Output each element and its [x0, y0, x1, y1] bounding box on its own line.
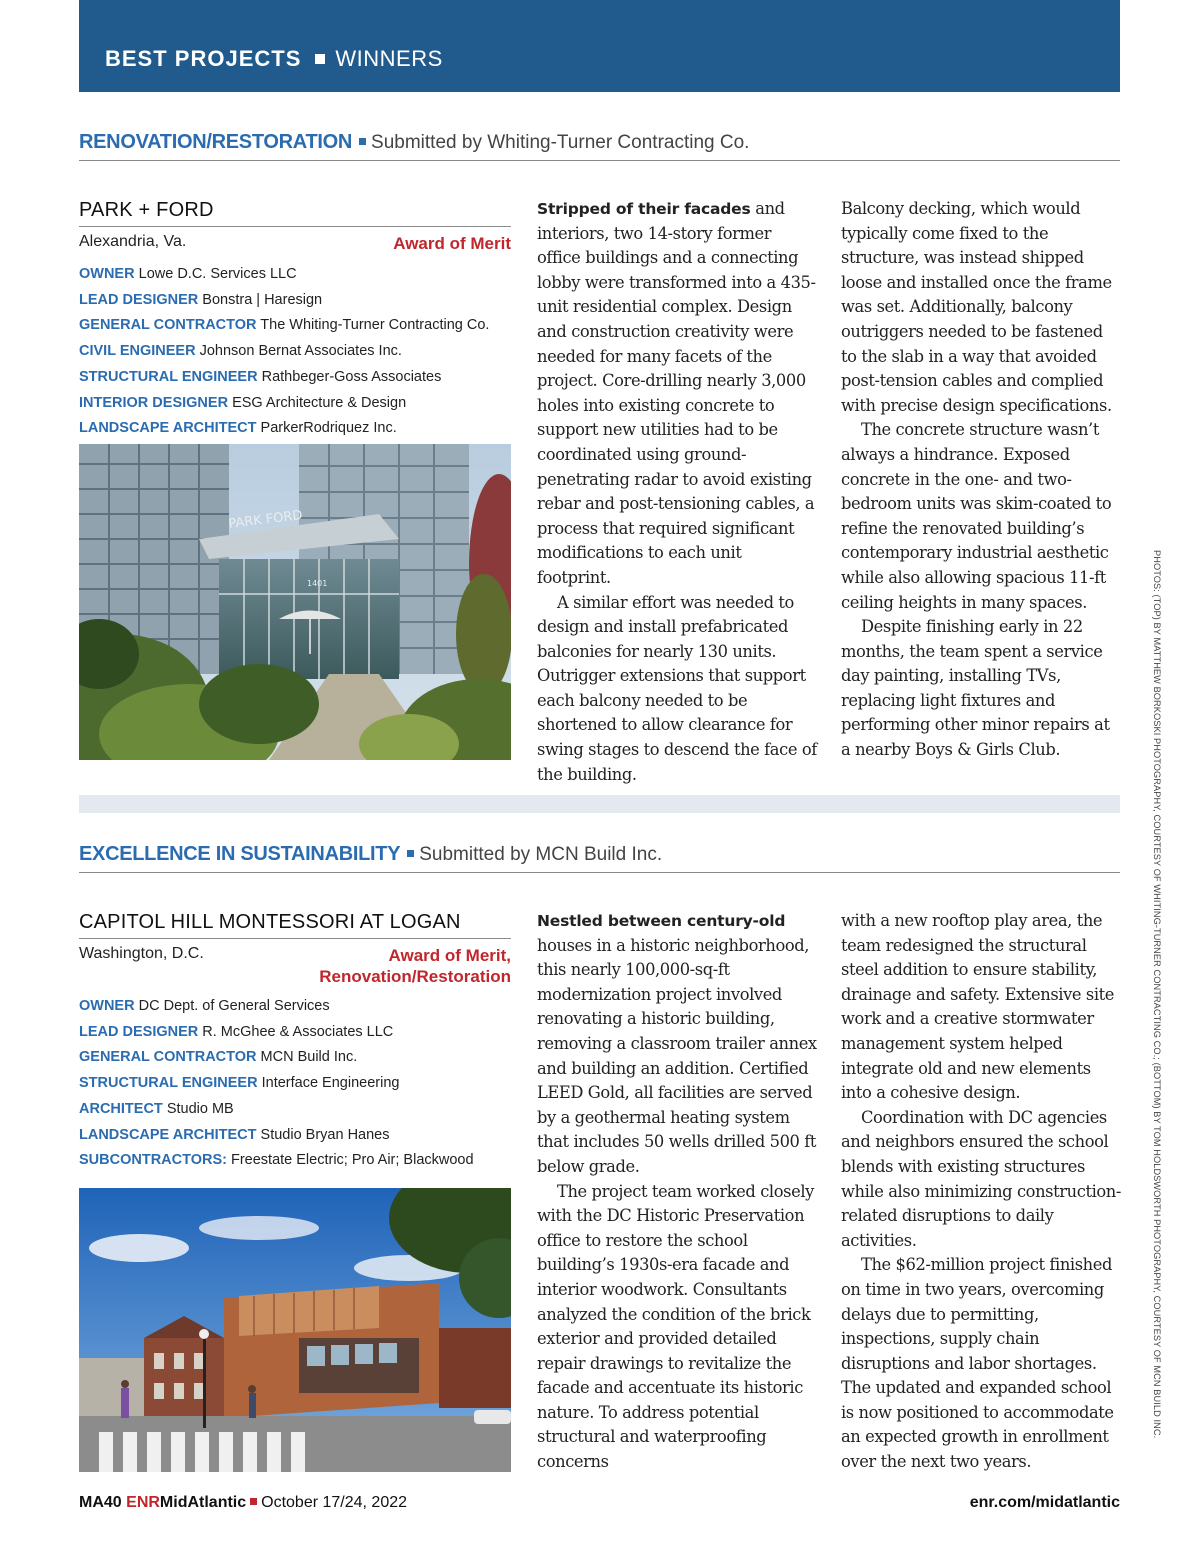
- credit-label: STRUCTURAL ENGINEER: [79, 1075, 258, 1092]
- credit-value: Freestate Electric; Pro Air; Blackwood: [230, 1152, 474, 1169]
- credit-value: ParkerRodriquez Inc.: [260, 420, 397, 437]
- credit-value: R. McGhee & Associates LLC: [202, 1023, 394, 1040]
- award-line: Award of Merit,: [388, 946, 511, 965]
- project-title: CAPITOL HILL MONTESSORI AT LOGAN: [79, 911, 461, 933]
- project-location: Alexandria, Va.: [79, 233, 187, 250]
- article-paragraph: The $62-million project finished on time in two years, overcoming delays due to permitting, inspections, supply chain disruptions and labor shortages. The updated and expanded school is now positioned to accommodate an expected growth in enrollment over the next two years.: [841, 1255, 1114, 1472]
- credit-label: OWNER: [79, 266, 135, 282]
- brand-enr: ENR: [126, 1494, 160, 1511]
- credit-label: ARCHITECT: [79, 1100, 163, 1117]
- issue-date: October 17/24, 2022: [261, 1494, 408, 1511]
- section-heading-sustainability: [79, 843, 1120, 873]
- award-line: Renovation/Restoration: [319, 967, 511, 986]
- square-bullet-icon: [250, 1498, 257, 1505]
- credit-label: STRUCTURAL ENGINEER: [79, 368, 258, 385]
- credit-lead-designer: [79, 1020, 519, 1046]
- section-category: RENOVATION/RESTORATION: [79, 131, 353, 153]
- credit-value: Studio Bryan Hanes: [260, 1126, 390, 1143]
- credit-value: MCN Build Inc.: [260, 1049, 358, 1066]
- credit-structural-engineer: [79, 1071, 519, 1097]
- credit-value: DC Dept. of General Services: [138, 998, 330, 1014]
- credit-subcontractors: [79, 1148, 519, 1174]
- article-paragraph: Despite finishing early in 22 months, the team spent a service day painting, installing TVs, replacing light fixtures and performing other minor repairs at a nearby Boys & Girls Club.: [841, 617, 1110, 760]
- credit-value: Rathbeger-Goss Associates: [261, 368, 442, 385]
- project-location-row: [79, 226, 511, 258]
- article-column-1: [537, 197, 819, 787]
- square-bullet-icon: [359, 138, 366, 145]
- footer-url[interactable]: enr.com/midatlantic: [969, 1494, 1120, 1511]
- project-location-row: [79, 938, 511, 988]
- credit-label: LEAD DESIGNER: [79, 1023, 199, 1040]
- credit-label: INTERIOR DESIGNER: [79, 394, 229, 411]
- credit-label: OWNER: [79, 998, 135, 1014]
- photo-capitol-hill-montessori: [79, 1188, 511, 1472]
- section-heading-renovation: [79, 131, 1120, 161]
- article-lead: Nestled between century-old: [537, 912, 786, 930]
- photo-credit-vertical: [1150, 550, 1162, 1450]
- credit-general-contractor: [79, 1045, 519, 1071]
- photo-credit-text: PHOTOS: (TOP) BY MATTHEW BORKOSKI PHOTOGRAPHY, COURTESY OF WHITING-TURNER CONTRACTING CO.; (BOTTOM) BY TOM HOLDSWORTH PHOTOGRAPHY, COURTESY OF MCN BUILD INC.: [1152, 550, 1162, 1439]
- footer-left: [79, 1494, 407, 1512]
- credit-value: Studio MB: [166, 1100, 234, 1117]
- article-paragraph: The concrete structure wasn’t always a hindrance. Exposed concrete in the one- and two-bedroom units was skim-coated to refine the renovated building’s contemporary industrial aesthetic while also allowing spacious 11-ft ceiling heights in many spaces.: [841, 420, 1112, 612]
- credit-value: Johnson Bernat Associates Inc.: [199, 343, 402, 360]
- credit-owner: [79, 262, 519, 288]
- project-credits: [79, 994, 519, 1174]
- credit-value: Lowe D.C. Services LLC: [138, 266, 297, 282]
- article-lead: Stripped of their facades: [537, 200, 751, 218]
- article-column-2: [841, 197, 1123, 763]
- banner-separator-icon: [315, 54, 325, 64]
- square-bullet-icon: [407, 850, 414, 857]
- project-location: Washington, D.C.: [79, 945, 204, 962]
- credit-label: LANDSCAPE ARCHITECT: [79, 1126, 257, 1143]
- article-paragraph: and interiors, two 14-story former office buildings and a connecting lobby were transformed into a 435-unit residential complex. Design and construction creativity were needed for many facets of the project. Core-drilling nearly 3,000 holes into existing concrete to support new utilities had to be coordinated using ground-penetrating radar to avoid existing rebar and post-tensioning cables, a process that required significant modifications to each unit footprint.: [537, 199, 816, 587]
- photo-sign-text: PARK FORD: [227, 508, 304, 532]
- award-label: [319, 945, 511, 987]
- credit-value: Interface Engineering: [261, 1075, 400, 1092]
- credit-label: CIVIL ENGINEER: [79, 343, 196, 360]
- project-title: PARK + FORD: [79, 199, 214, 221]
- credit-architect: [79, 1097, 519, 1123]
- credit-value: Bonstra | Haresign: [202, 291, 323, 308]
- credit-interior-designer: [79, 391, 519, 417]
- page-number: MA40: [79, 1494, 122, 1511]
- header-banner: [79, 0, 1120, 92]
- credit-owner: [79, 994, 519, 1020]
- article-paragraph: Balcony decking, which would typically come fixed to the structure, was instead shipped loose and installed once the frame was set. Additionally, balcony outriggers needed to be fastened to the slab in a way that avoided post-tension cables and complied with precise design specifications.: [841, 199, 1112, 415]
- credit-label: LANDSCAPE ARCHITECT: [79, 420, 257, 437]
- article-paragraph: Coordination with DC agencies and neighbors ensured the school blends with existing structures while also minimizing construction-related disruptions to daily activities.: [841, 1107, 1121, 1250]
- credit-civil-engineer: [79, 339, 519, 365]
- credit-label: SUBCONTRACTORS:: [79, 1152, 227, 1169]
- award-label: Award of Merit: [393, 234, 511, 253]
- school-photo-illustration: [79, 1188, 511, 1472]
- photo-address-number: 1401: [307, 579, 328, 588]
- section-divider: [79, 795, 1120, 813]
- photo-park-ford: [79, 444, 511, 760]
- credit-landscape-architect: [79, 1123, 519, 1149]
- credit-lead-designer: [79, 288, 519, 314]
- section-submitted-by: Submitted by Whiting-Turner Contracting Co.: [371, 132, 750, 153]
- credit-value: The Whiting-Turner Contracting Co.: [260, 317, 490, 334]
- banner-text: [105, 46, 443, 72]
- article-paragraph: The project team worked closely with the DC Historic Preservation office to restore the school building’s 1930s-era facade and interior woodwork. Consultants analyzed the condition of the brick exterior and provided detailed repair drawings to revitalize the facade and accentuate its historic nature. To address potential structural and waterproofing concerns: [537, 1181, 814, 1472]
- credit-value: ESG Architecture & Design: [232, 394, 407, 411]
- article-paragraph: houses in a historic neighborhood, this nearly 100,000-sq-ft modernization project involved renovating a historic building, removing a classroom trailer annex and building an addition. Certified LEED Gold, all facilities are served by a geothermal heating system that includes 50 wells drilled 500 ft below grade.: [537, 935, 817, 1176]
- credit-label: GENERAL CONTRACTOR: [79, 1049, 257, 1066]
- section-category: EXCELLENCE IN SUSTAINABILITY: [79, 843, 401, 865]
- brand-region: MidAtlantic: [159, 1494, 247, 1511]
- banner-title: BEST PROJECTS: [105, 46, 302, 71]
- section-submitted-by: Submitted by MCN Build Inc.: [419, 844, 663, 865]
- credit-label: LEAD DESIGNER: [79, 291, 199, 308]
- article-column-2: [841, 909, 1123, 1475]
- credit-landscape-architect: [79, 416, 519, 442]
- article-paragraph: A similar effort was needed to design and install prefabricated balconies for nearly 130 units. Outrigger extensions that support each balcony needed to be shortened to allow clearance for swing stages to descend the face of the building.: [537, 592, 817, 784]
- credit-label: GENERAL CONTRACTOR: [79, 317, 257, 334]
- banner-section: WINNERS: [335, 46, 443, 71]
- article-column-1: [537, 909, 819, 1475]
- credit-structural-engineer: [79, 365, 519, 391]
- article-paragraph: with a new rooftop play area, the team redesigned the structural steel addition to ensure stability, drainage and safety. Extensive site work and a creative stormwater management system helped integrate old and new elements into a cohesive design.: [841, 911, 1115, 1103]
- building-photo-illustration: [79, 444, 511, 760]
- credit-general-contractor: [79, 313, 519, 339]
- project-credits: [79, 262, 519, 442]
